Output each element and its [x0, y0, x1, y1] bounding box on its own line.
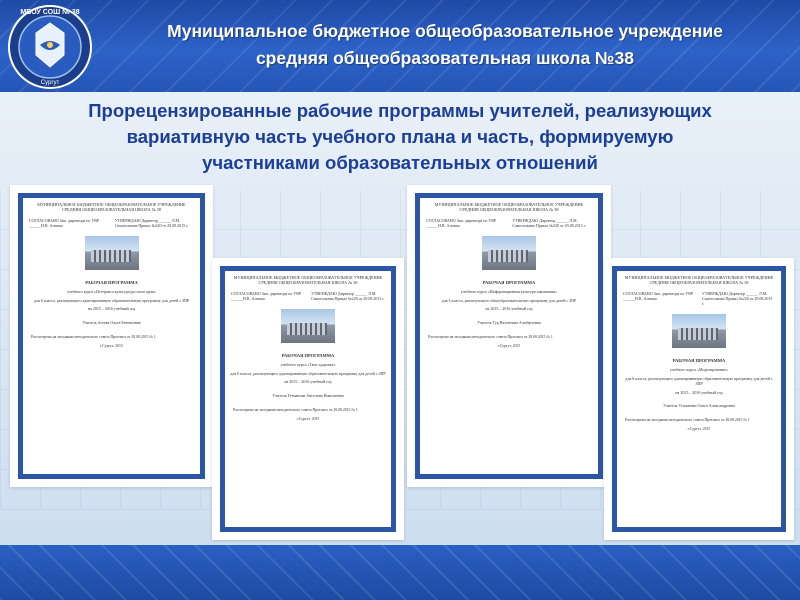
doc-signatures [623, 291, 775, 306]
doc-heading: РАБОЧАЯ ПРОГРАММА [672, 358, 726, 363]
doc-teacher: Учитель Агеева Ольга Евгеньевна [82, 319, 141, 325]
doc-school: МУНИЦИПАЛЬНОЕ БЮДЖЕТНОЕ ОБЩЕОБРАЗОВАТЕЛЬНОЕ УЧРЕЖДЕНИЕ СРЕДНЯЯ ОБЩЕОБРАЗОВАТЕЛЬНАЯ ШКОЛА № 38 [233, 275, 383, 285]
doc-signatures [426, 218, 592, 228]
doc-heading: РАБОЧАЯ ПРОГРАММА [85, 280, 138, 285]
header-bar [0, 0, 800, 92]
doc-right-sign: УТВЕРЖДАЮ Директор ______ Л.М. Самотолкина Приказ №220 от 29.08.2015 г. [512, 218, 586, 228]
doc-city: г.Сургут, 2015 [687, 427, 711, 431]
doc-heading: РАБОЧАЯ ПРОГРАММА [482, 280, 536, 285]
organization-name [100, 18, 790, 72]
doc-grade: для 6 класса, реализующего адаптированную образовательную программу для детей с ЗПР [33, 297, 190, 303]
doc-left-sign: СОГЛАСОВАНО Зам. директора по УВР ______Н.В. Алешко [29, 218, 100, 228]
logo-text: МБОУ СОШ № 38 [20, 9, 80, 16]
doc-grade: для 5 класса, реализующего общеобразовательную программу для детей с ЗПР [441, 297, 577, 303]
doc-teacher: Учитель Гетманова Ангелина Николаевна [272, 392, 344, 398]
school-photo [281, 309, 335, 343]
title-line-1: Прорецензированные рабочие программы учителей, реализующих [88, 100, 712, 121]
doc-city: г.Сургут, 2015 [100, 343, 123, 348]
document-thumbnail [10, 185, 213, 487]
doc-grade: для 6 класса, реализующего адаптированную образовательную программу для детей с ЗПР [230, 370, 386, 376]
doc-teacher: Учитель Тур Валентина Альбертовна [477, 319, 541, 325]
document-page [18, 193, 205, 479]
doc-left-sign: СОГЛАСОВАНО Зам. директора по УВР ______Н.В. Алешко [623, 291, 694, 301]
org-line-1: Муниципальное бюджетное общеобразовательное учреждение [167, 21, 723, 41]
school-photo [85, 236, 139, 270]
footer-pattern [0, 545, 800, 600]
document-thumbnail [212, 258, 404, 540]
doc-left-sign: СОГЛАСОВАНО Зам. директора по УВР ______Н.В. Алешко [231, 291, 302, 301]
doc-school: МУНИЦИПАЛЬНОЕ БЮДЖЕТНОЕ ОБЩЕОБРАЗОВАТЕЛЬНОЕ УЧРЕЖДЕНИЕ СРЕДНЯЯ ОБЩЕОБРАЗОВАТЕЛЬНАЯ ШКОЛА № 38 [37, 202, 186, 212]
doc-city: г.Сургут, 2015 [296, 416, 320, 421]
footer-bar [0, 545, 800, 600]
doc-teacher: Учитель Устименко Ольга Александровна [663, 403, 735, 408]
title-line-3: участниками образовательных отношений [202, 152, 598, 173]
doc-year: на 2015 – 2016 учебный год [485, 306, 533, 311]
doc-signatures [231, 291, 385, 301]
doc-course: учебного курса «Информационная культура школьника» [460, 289, 558, 294]
doc-heading: РАБОЧАЯ ПРОГРАММА [281, 353, 335, 358]
doc-left-sign: СОГЛАСОВАНО Зам. директора по УВР ______Н.В. Алешко [426, 218, 497, 228]
school-logo [6, 3, 94, 91]
title-line-2: вариативную часть учебного плана и часть, формируемую [126, 126, 674, 147]
doc-right-sign: УТВЕРЖДАЮ Директор ______ Л.М. Самотолкина Приказ №220 от 29.08.2015 г. [114, 218, 189, 228]
document-page [220, 266, 396, 532]
doc-grade: для 6 класса, реализующего адаптированную образовательную программу для детей с ЗПР [625, 375, 773, 386]
doc-signatures [29, 218, 194, 228]
doc-year: на 2015 – 2016 учебный год [87, 306, 136, 311]
doc-right-sign: УТВЕРЖДАЮ Директор ______ Л.М. Самотолкина Приказ №220 от 29.08.2015 г. [311, 291, 385, 301]
doc-review: Рассмотрено на заседании методического совета Протокол от 28.08.2015 № 1 [233, 407, 358, 412]
doc-city: г.Сургут, 2015 [497, 343, 521, 348]
doc-year: на 2015 – 2016 учебный год [675, 389, 723, 395]
logo-bottom-text: Сургут [40, 80, 60, 86]
doc-review: Рассмотрено на заседании методического совета Протокол от 28.08.2015 № 1 [625, 418, 750, 422]
document-page [415, 193, 603, 479]
doc-course: учебного курса «Твое здоровье» [280, 362, 336, 367]
document-thumbnail [407, 185, 611, 487]
doc-school: МУНИЦИПАЛЬНОЕ БЮДЖЕТНОЕ ОБЩЕОБРАЗОВАТЕЛЬНОЕ УЧРЕЖДЕНИЕ СРЕДНЯЯ ОБЩЕОБРАЗОВАТЕЛЬНАЯ ШКОЛА № 38 [624, 275, 774, 285]
doc-right-sign: УТВЕРЖДАЮ Директор ______ Л.М. Самотолкина Приказ №220 от 29.08.2015 г. [702, 291, 773, 306]
doc-year: на 2015 – 2016 учебный год [284, 379, 332, 384]
doc-school: МУНИЦИПАЛЬНОЕ БЮДЖЕТНОЕ ОБЩЕОБРАЗОВАТЕЛЬНОЕ УЧРЕЖДЕНИЕ СРЕДНЯЯ ОБЩЕОБРАЗОВАТЕЛЬНАЯ ШКОЛА № 38 [434, 202, 584, 212]
doc-review: Рассмотрено на заседании методического совета Протокол от 28.08.2015 № 1 [31, 334, 156, 339]
document-page [612, 266, 786, 532]
school-photo [482, 236, 536, 270]
org-line-2: средняя общеобразовательная школа №38 [255, 48, 635, 68]
document-thumbnail [604, 258, 794, 540]
doc-course: учебного курса «История и культура русского края» [67, 289, 156, 294]
doc-review: Рассмотрено на заседании методического совета Протокол от 28.08.2015 № 1 [428, 334, 553, 339]
school-photo [672, 314, 726, 348]
doc-course: учебного курса «Моделирование» [670, 367, 728, 372]
page-title [10, 98, 790, 176]
